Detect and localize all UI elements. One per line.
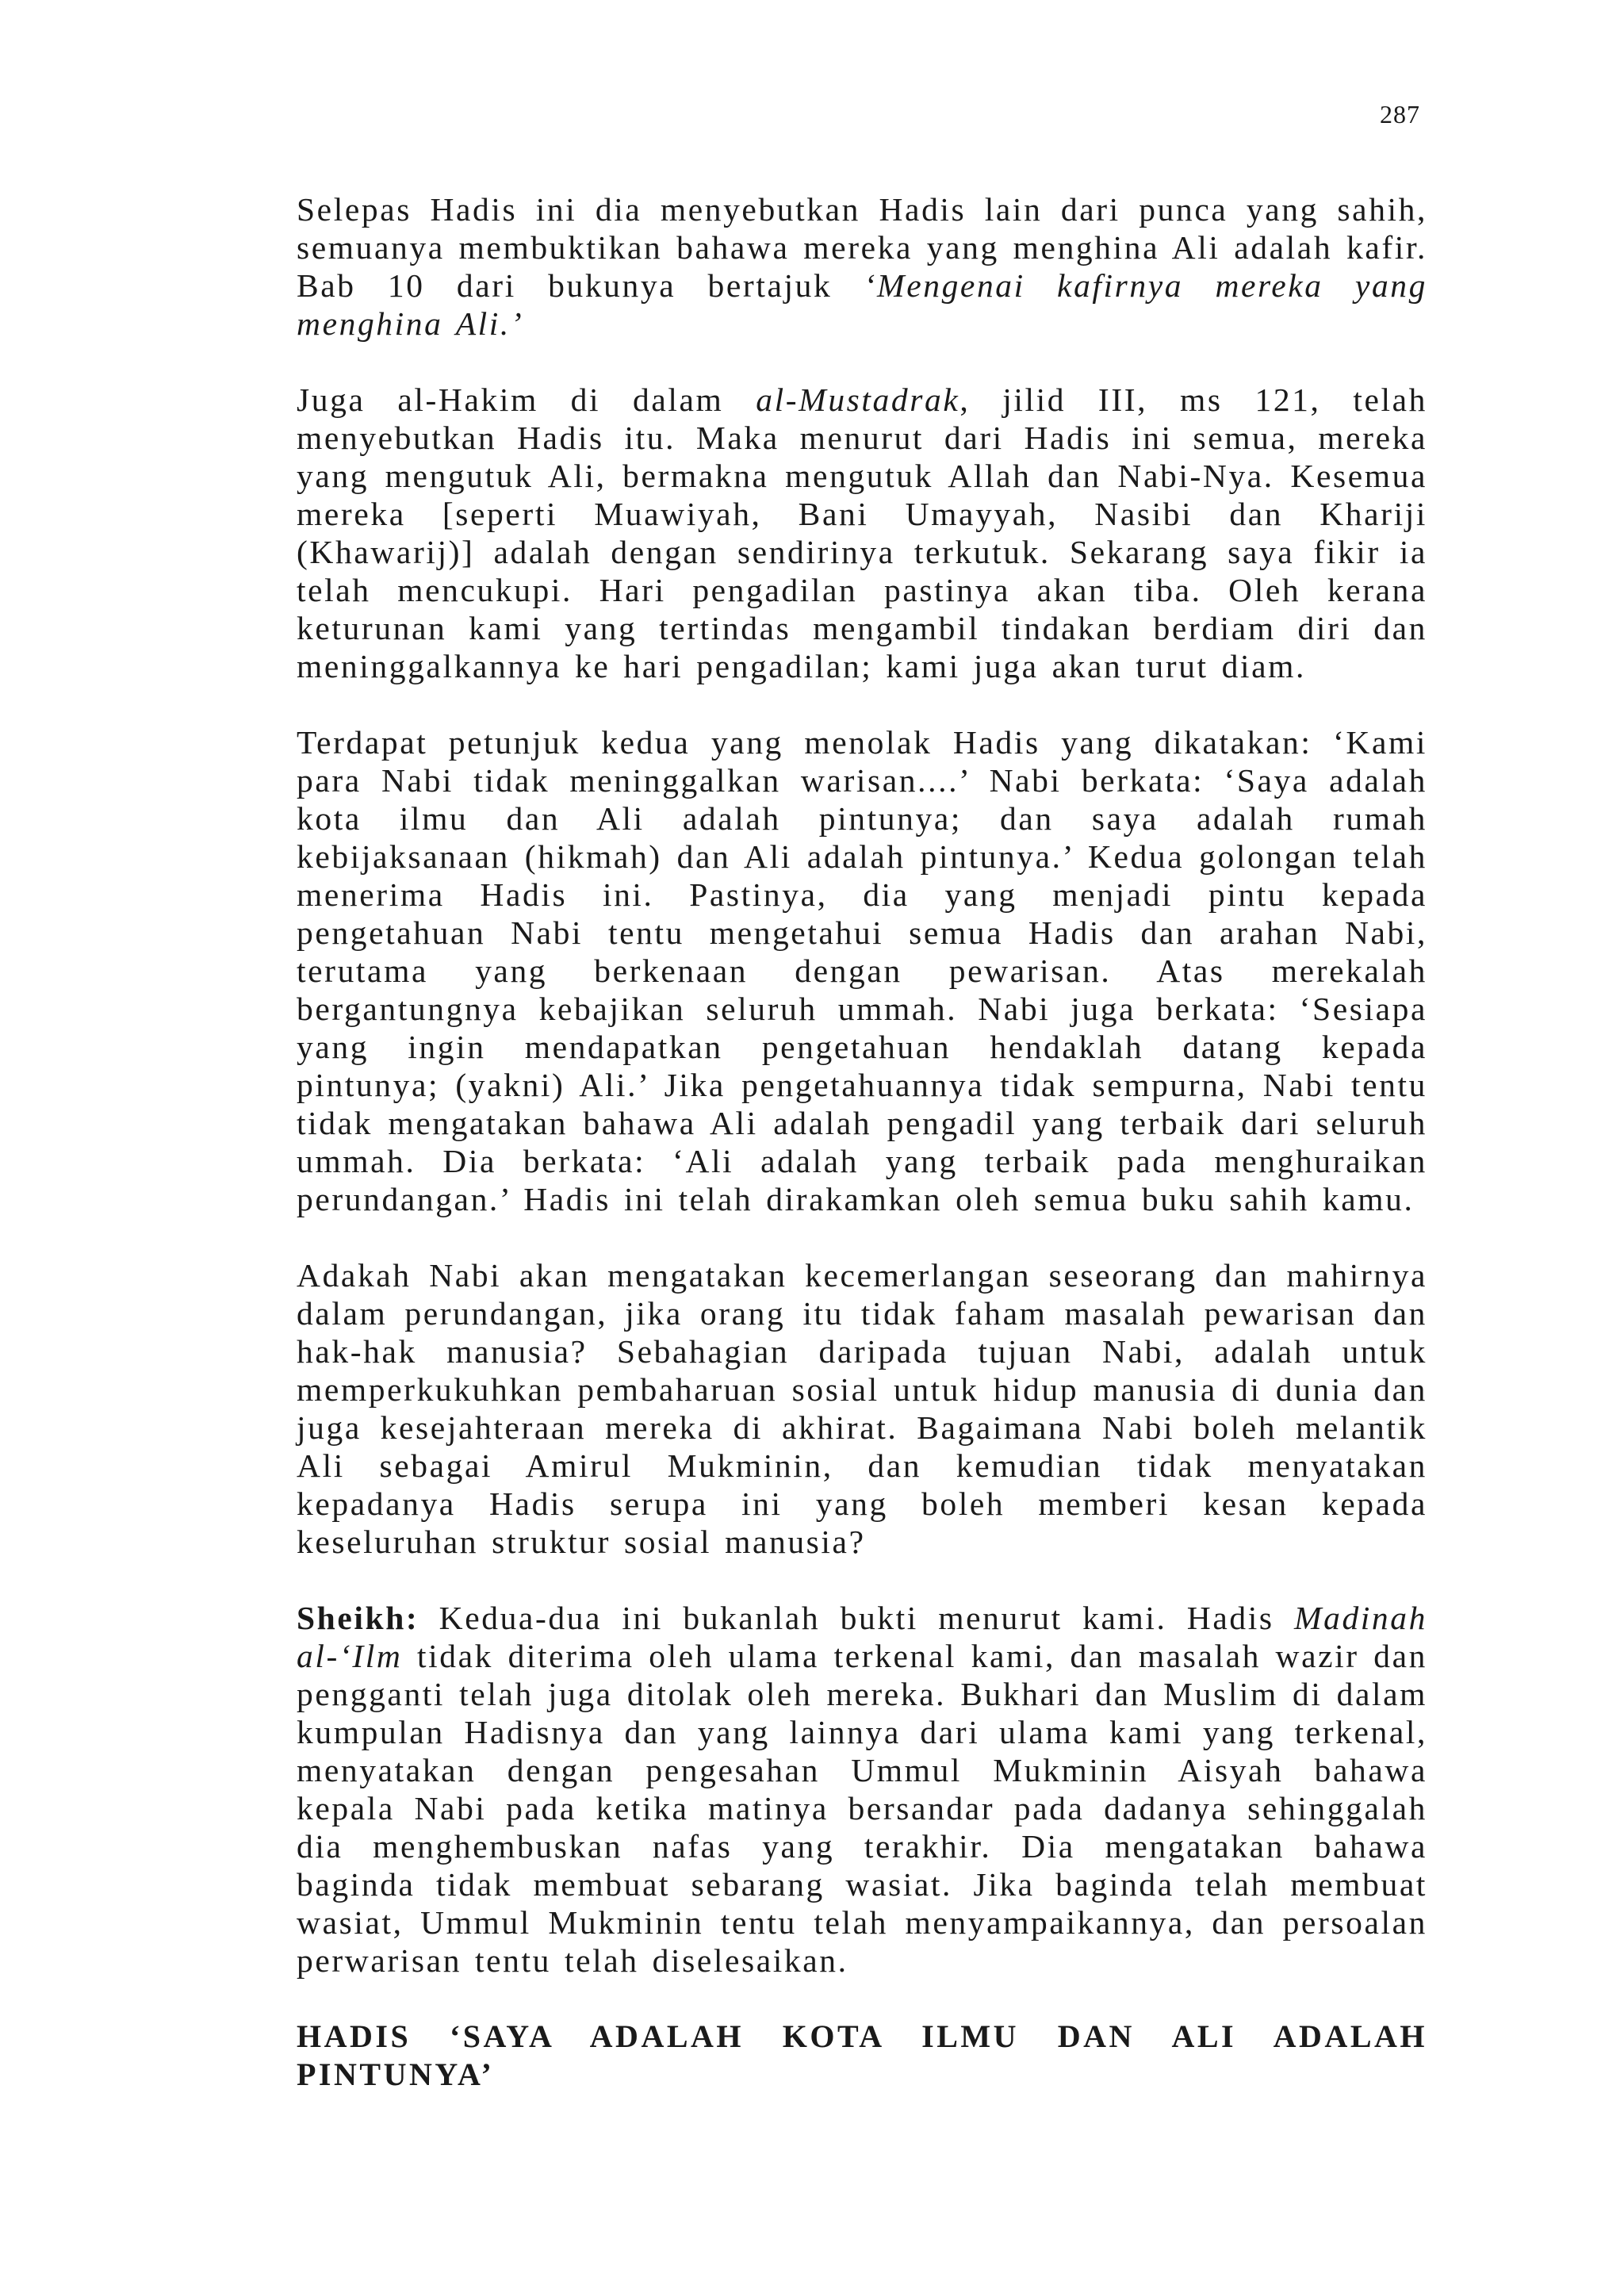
paragraph-2-italic-book: al-Mustadrak	[756, 381, 960, 418]
section-heading: HADIS ‘SAYA ADALAH KOTA ILMU DAN ALI ADALAH PINTUNYA’	[297, 2018, 1427, 2092]
speaker-label: Sheikh:	[297, 1600, 419, 1636]
paragraph-3-text: Terdapat petunjuk kedua yang menolak Hadis yang dikatakan: ‘Kami para Nabi tidak meninggalkan warisan....’ Nabi berkata: ‘Saya adalah kota ilmu dan Ali adalah pintunya; dan saya adalah rumah kebijaksanaan (hikmah) dan Ali adalah pintunya.’ Kedua golongan telah menerima Hadis ini. Pastinya, dia yang menjadi pintu kepada pengetahuan Nabi tentu mengetahui semua Hadis dan arahan Nabi, terutama yang berkenaan dengan pewarisan. Atas merekalah bergantungnya kebajikan seluruh ummah. Nabi juga berkata: ‘Sesiapa yang ingin mendapatkan pengetahuan hendaklah datang kepada pintunya; (yakni) Ali.’ Jika pengetahuannya tidak sempurna, Nabi tentu tidak mengatakan bahawa Ali adalah pengadil yang terbaik dari seluruh ummah. Dia berkata: ‘Ali adalah yang terbaik pada menghuraikan perundangan.’ Hadis ini telah dirakamkan oleh semua buku sahih kamu.	[297, 724, 1427, 1217]
page-number: 287	[1380, 100, 1420, 128]
paragraph-5-text-after: tidak diterima oleh ulama terkenal kami, dan masalah wazir dan pengganti telah juga ditolak oleh mereka. Bukhari dan Muslim di dalam kumpulan Hadisnya dan yang lainnya dari ulama kami yang terkenal, menyatakan dengan pengesahan Ummul Mukminin Aisyah bahawa kepala Nabi pada ketika matinya bersandar pada dadanya sehinggalah dia menghembuskan nafas yang terakhir. Dia mengatakan bahawa baginda tidak membuat sebarang wasiat. Jika baginda telah membuat wasiat, Ummul Mukminin tentu telah menyampaikannya, dan persoalan perwarisan tentu telah diselesaikan.	[297, 1638, 1427, 1979]
paragraph-2-text-before: Juga al-Hakim di dalam	[297, 381, 756, 418]
paragraph-1-italic-title: ‘Mengenai kafirnya mereka yang menghina Ali.’	[297, 267, 1427, 342]
paragraph-1	[297, 190, 1427, 343]
paragraph-4-text: Adakah Nabi akan mengatakan kecemerlangan seseorang dan mahirnya dalam perundangan, jika orang itu tidak faham masalah pewarisan dan hak-hak manusia? Sebahagian daripada tujuan Nabi, adalah untuk memperkukuhkan pembaharuan sosial untuk hidup manusia di dunia dan juga kesejahteraan mereka di akhirat. Bagaimana Nabi boleh melantik Ali sebagai Amirul Mukminin, dan kemudian tidak menyatakan kepadanya Hadis serupa ini yang boleh memberi kesan kepada keseluruhan struktur sosial manusia?	[297, 1257, 1427, 1560]
paragraph-2	[297, 381, 1427, 685]
document-body	[297, 190, 1427, 2094]
paragraph-3	[297, 723, 1427, 1218]
paragraph-5-text-before: Kedua-dua ini bukanlah bukti menurut kami. Hadis	[419, 1600, 1294, 1636]
paragraph-1-text: Selepas Hadis ini dia menyebutkan Hadis lain dari punca yang sahih, semuanya membuktikan bahawa mereka yang menghina Ali adalah kafir. Bab 10 dari bukunya bertajuk	[297, 191, 1427, 304]
paragraph-5	[297, 1599, 1427, 1980]
paragraph-5-italic-hadith: Madinah al-‘Ilm	[297, 1600, 1427, 1674]
paragraph-2-text-after: , jilid III, ms 121, telah menyebutkan Hadis itu. Maka menurut dari Hadis ini semua, mereka yang mengutuk Ali, bermakna mengutuk Allah dan Nabi-Nya. Kesemua mereka [seperti Muawiyah, Bani Umayyah, Nasibi dan Khariji (Khawarij)] adalah dengan sendirinya terkutuk. Sekarang saya fikir ia telah mencukupi. Hari pengadilan pastinya akan tiba. Oleh kerana keturunan kami yang tertindas mengambil tindakan berdiam diri dan meninggalkannya ke hari pengadilan; kami juga akan turut diam.	[297, 381, 1427, 684]
paragraph-4	[297, 1256, 1427, 1561]
